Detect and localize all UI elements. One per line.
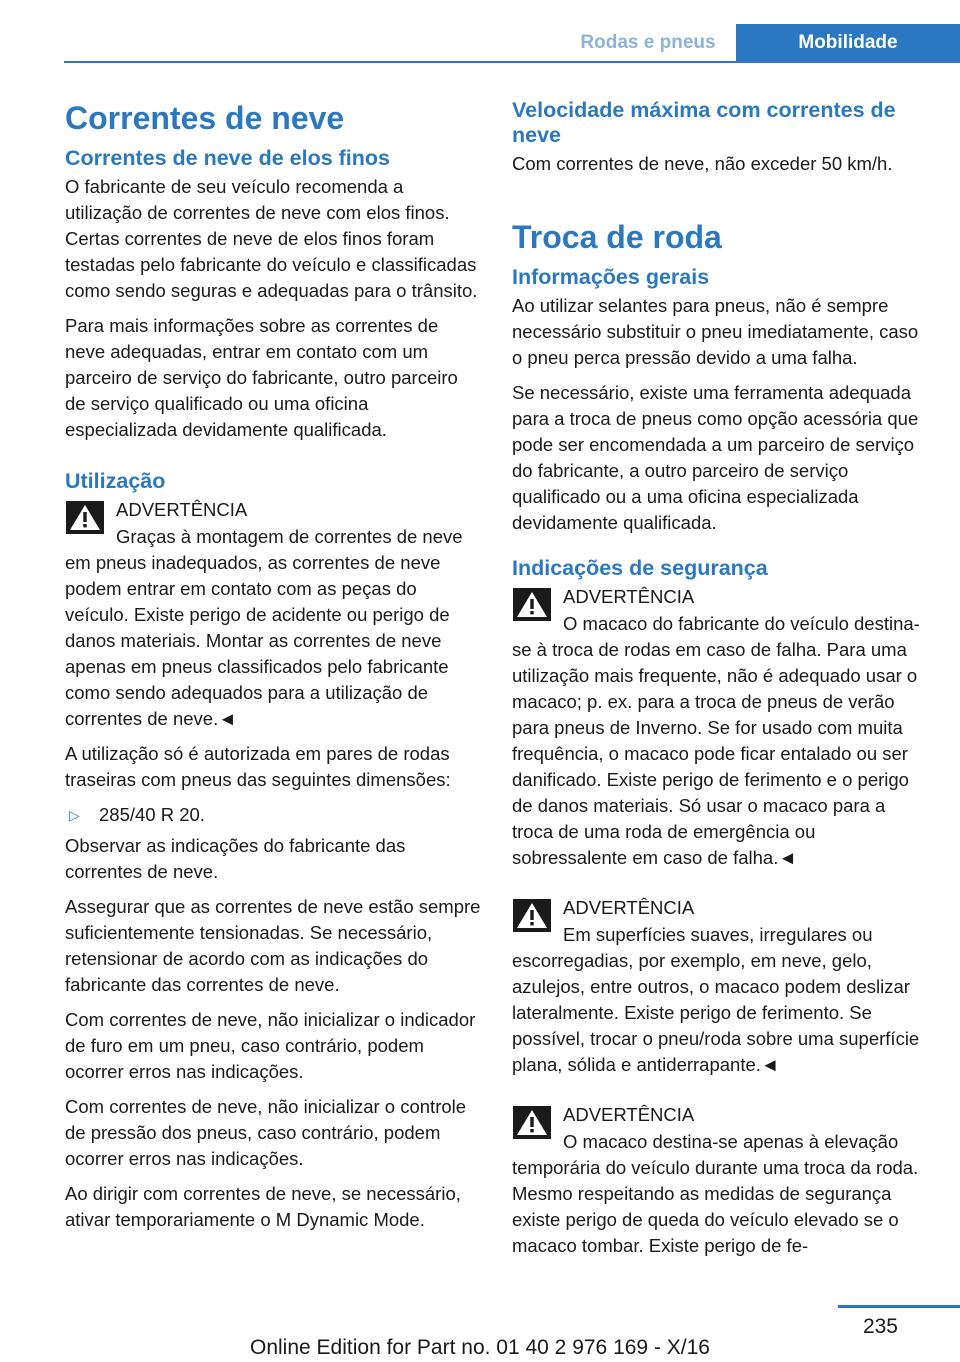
- warning-block: [512, 895, 928, 1078]
- paragraph: Observar as indicações do fabricante das correntes de neve.: [65, 835, 406, 882]
- paragraph: Com correntes de neve, não inicializar o controle de pressão dos pneus, caso contrário, podem ocorrer erros nas indicações.: [65, 1096, 467, 1169]
- warning-triangle-icon: [513, 1106, 551, 1139]
- paragraph: Com correntes de neve, não inicializar o indicador de furo em um pneu, caso contrário, podem ocorrer erros nas indicações.: [65, 1009, 476, 1082]
- left-column: [65, 98, 481, 1242]
- triangle-right-icon: ▷: [69, 807, 80, 823]
- paragraph: Se necessário, existe uma ferramenta adequada para a troca de pneus como opção acessória que pode ser encomendada a um parceiro de serviço do fabricante, a outro parceiro de serviço qualificado ou a uma oficina especializada devidamente qualificada.: [512, 382, 919, 533]
- section-title-wheel-change: Troca de roda: [512, 219, 722, 255]
- warning-block: [65, 497, 481, 732]
- heading-max-speed: Velocidade máxima com correntes de neve: [512, 98, 896, 147]
- page-number: 235: [862, 1315, 898, 1338]
- warning-title: ADVERTÊNCIA: [563, 1104, 695, 1125]
- header-chapter-tab: Mobilidade: [736, 24, 960, 61]
- warning-text: O macaco do fabricante do veículo destina-se à troca de rodas em caso de falha. Para uma utilização mais frequente, não é adequado usar o macaco; p. ex. para a troca de pneus de verão para pneus de Inverno. Se for usado com muita frequência, o macaco pode ficar entalado ou ser danificado. Existe perigo de ferimento e o perigo de danos materiais. Só usar o macaco para a troca de uma roda de emergência ou sobressalente em caso de falha.◄: [512, 613, 920, 868]
- warning-title: ADVERTÊNCIA: [116, 499, 248, 520]
- warning-triangle-icon: [513, 588, 551, 621]
- paragraph: Com correntes de neve, não exceder 50 km/h.: [512, 153, 893, 174]
- list-item-text: 285/40 R 20.: [99, 804, 205, 825]
- heading-general-info: Informações gerais: [512, 265, 710, 289]
- online-edition-note: Online Edition for Part no. 01 40 2 976 169 - X/16: [250, 1336, 710, 1359]
- dimension-list: [65, 802, 481, 828]
- warning-triangle-icon: [513, 899, 551, 932]
- page-header: [0, 0, 960, 62]
- warning-title: ADVERTÊNCIA: [563, 897, 695, 918]
- heading-safety-notes: Indicações de segurança: [512, 556, 768, 580]
- paragraph: A utilização só é autorizada em pares de rodas traseiras com pneus das seguintes dimensões:: [65, 743, 451, 790]
- paragraph: Ao utilizar selantes para pneus, não é sempre necessário substituir o pneu imediatamente, caso o pneu perca pressão devido a uma falha.: [512, 295, 919, 368]
- warning-title: ADVERTÊNCIA: [563, 586, 695, 607]
- header-section-title: Rodas e pneus: [580, 31, 716, 53]
- paragraph: Para mais informações sobre as correntes de neve adequadas, entrar em contato com um parceiro de serviço do fabricante, outro parceiro de serviço qualificado ou uma oficina especializada devidamente qualificada.: [65, 315, 458, 440]
- section-title-snow-chains: Correntes de neve: [65, 100, 345, 136]
- right-column: [512, 98, 928, 1268]
- header-divider: [64, 61, 960, 63]
- warning-block: [512, 1102, 928, 1259]
- heading-fine-link-chains: Correntes de neve de elos finos: [65, 146, 390, 170]
- heading-usage: Utilização: [65, 469, 166, 493]
- paragraph: Ao dirigir com correntes de neve, se necessário, ativar temporariamente o M Dynamic Mode.: [65, 1183, 461, 1230]
- list-item: [65, 802, 481, 828]
- paragraph: Assegurar que as correntes de neve estão sempre suficientemente tensionadas. Se necessário, retensionar de acordo com as indicações do fabricante das correntes de neve.: [65, 896, 481, 995]
- warning-text: Em superfícies suaves, irregulares ou escorregadias, por exemplo, em neve, gelo, azulejos, entre outros, o macaco podem deslizar lateralmente. Existe perigo de ferimento. Se possível, trocar o pneu/roda sobre uma superfície plana, sólida e antiderrapante.◄: [512, 924, 920, 1075]
- paragraph: O fabricante de seu veículo recomenda a utilização de correntes de neve com elos finos. Certas correntes de neve de elos finos foram testadas pelo fabricante do veículo e classificadas como sendo seguras e adequadas para o trânsito.: [65, 176, 478, 301]
- warning-text: O macaco destina-se apenas à elevação temporária do veículo durante uma troca da roda. Mesmo respeitando as medidas de segurança existe perigo de queda do veículo elevado se o macaco tombar. Existe perigo de fe-: [512, 1131, 919, 1256]
- warning-triangle-icon: [66, 501, 104, 534]
- warning-block: [512, 584, 928, 871]
- warning-text: Graças à montagem de correntes de neve em pneus inadequados, as correntes de neve podem entrar em contato com as peças do veículo. Existe perigo de acidente ou perigo de danos materiais. Montar as correntes de neve apenas em pneus classificados pelo fabricante como sendo adequados para a utilização de correntes de neve.◄: [65, 526, 463, 729]
- footer-divider: [838, 1305, 960, 1308]
